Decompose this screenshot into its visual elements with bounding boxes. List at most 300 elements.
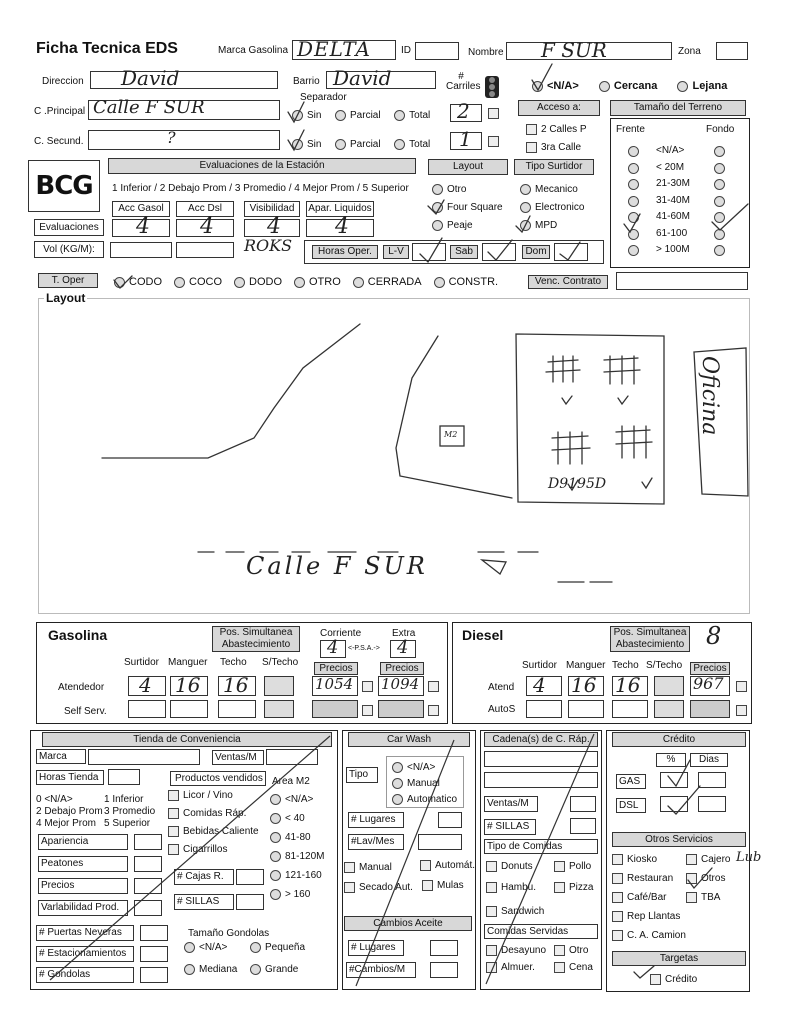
terreno-frente-radio-0[interactable] — [628, 146, 639, 157]
gasolina-col-2: Techo — [220, 657, 247, 668]
credito-gas-dias[interactable] — [698, 772, 726, 788]
diesel-precio-field[interactable] — [690, 676, 730, 696]
tienda-scale-2: 2 Debajo Prom — [36, 806, 103, 817]
sketch-street-label: Calle F SUR — [246, 552, 428, 580]
layout-option-label-2: Peaje — [447, 220, 473, 232]
eval-value-field-2[interactable] — [244, 214, 300, 239]
gasolina-corriente-value: 4 — [327, 637, 339, 658]
c-secund-label: C. Secund. — [34, 136, 84, 147]
gondolas-pequena-label: Pequeña — [265, 942, 306, 954]
eval-value-3: 4 — [335, 214, 349, 239]
terreno-frente-radio-1[interactable] — [628, 163, 639, 174]
diesel-manguer-atend[interactable] — [568, 673, 604, 697]
evaluaciones-row-label: Evaluaciones — [34, 219, 104, 236]
otros-item-0 — [612, 854, 657, 865]
vol-label: Vol (KG/M): — [34, 241, 104, 258]
otros-title: Otros Servicios — [612, 832, 746, 847]
tienda-scale-1: 1 Inferior — [104, 794, 144, 805]
eval-header-3: Apar. Liquidos — [306, 201, 374, 217]
cadena-title: Cadena(s) de C. Ráp. — [484, 732, 598, 747]
otros-item-3 — [686, 873, 725, 884]
t-oper-label-0: CODO — [129, 276, 162, 288]
carwash-manual-label: Manual — [407, 778, 440, 790]
gasolina-precio-1-field[interactable] — [312, 676, 358, 696]
gasolina-stecho-self[interactable] — [264, 700, 294, 718]
carwash-na-label: <N/A> — [407, 762, 436, 774]
terreno-fondo-radio-0[interactable] — [714, 146, 725, 157]
diesel-techo-atend[interactable] — [612, 673, 648, 697]
t-oper-label-2: DODO — [249, 276, 282, 288]
terreno-option-label: > 100M — [656, 244, 690, 255]
sketch-code: D9195D — [548, 476, 607, 492]
horas-sab-field[interactable] — [482, 243, 516, 261]
tarjetas-credito — [650, 974, 697, 985]
otros-item-6 — [612, 911, 680, 922]
layout-option-radio-0[interactable] — [432, 184, 443, 195]
terreno-option-label: 31-40M — [656, 194, 690, 206]
gasolina-manguer-self[interactable] — [170, 700, 208, 718]
terreno-fondo-radio-3[interactable] — [714, 196, 725, 207]
evaluaciones-scale: 1 Inferior / 2 Debajo Prom / 3 Promedio / 4 Mejor Prom / 5 Superior — [112, 183, 409, 194]
producto-label-3: Cigarrillos — [183, 844, 228, 856]
productos-title: Productos vendidos — [170, 771, 266, 786]
otros-check-4[interactable] — [612, 892, 623, 903]
otros-check-6[interactable] — [612, 911, 623, 922]
surtidor-option-radio-0[interactable] — [520, 184, 531, 195]
sep1-sin-radio[interactable] — [292, 110, 303, 121]
tienda-sillas-label: # SILLAS — [174, 894, 234, 910]
tipo-surtidor-title: Tipo Surtidor — [514, 159, 594, 175]
otros-label-5: TBA — [701, 892, 721, 904]
diesel-col-2: Techo — [612, 660, 639, 671]
diesel-atend-label: Atend — [488, 682, 515, 693]
diesel-manguer-autos[interactable] — [568, 700, 604, 718]
carwash-lavmes-label: #Lav/Mes — [348, 834, 404, 850]
diesel-stecho-autos[interactable] — [654, 700, 684, 718]
otros-item-5 — [686, 892, 720, 903]
carwash-secado-label: Secado Aut. — [359, 882, 413, 894]
cadena-pizza-label: Pizza — [569, 882, 594, 894]
sep2-parcial-label: Parcial — [350, 139, 381, 151]
sep1-parcial-label: Parcial — [350, 110, 381, 122]
gasolina-manguer-value: 16 — [175, 673, 201, 697]
gasolina-techo-self[interactable] — [218, 700, 256, 718]
separador-secund-options — [292, 139, 430, 150]
acceso-3racalle-check[interactable] — [526, 142, 537, 153]
terreno-fondo-radio-2[interactable] — [714, 179, 725, 190]
otros-item-1 — [686, 854, 730, 865]
sep1-parcial-radio[interactable] — [335, 110, 346, 121]
terreno-frente-radio-3[interactable] — [628, 196, 639, 207]
gasolina-precio-2-value: 1094 — [381, 675, 420, 693]
cadena-otro-label: Otro — [569, 945, 589, 957]
eval-value-field-0[interactable] — [112, 214, 170, 239]
vol-field-1[interactable] — [110, 242, 172, 258]
diesel-precio-autos[interactable] — [690, 700, 730, 718]
tienda-field-label-3: Varlabilidad Prod. — [38, 900, 128, 916]
t-oper-options — [114, 276, 510, 288]
cercana-radio[interactable] — [599, 81, 610, 92]
gasolina-precio-1-value: 1054 — [315, 675, 354, 693]
tienda-cajas-label: # Cajas R. — [174, 869, 234, 885]
otros-label-1: Cajero — [701, 854, 731, 866]
area-label-4: 121-160 — [285, 870, 322, 882]
marca-value: DELTA — [297, 37, 371, 61]
direccion-value: David — [121, 66, 180, 90]
sep1-sin-label: Sin — [307, 110, 322, 122]
gasolina-col-1: Manguer — [168, 657, 208, 668]
terreno-fondo-radio-5[interactable] — [714, 229, 725, 240]
gasolina-col-3: S/Techo — [262, 657, 299, 668]
gasolina-precio-1-check[interactable] — [362, 681, 373, 692]
diesel-pos-value: 8 — [706, 622, 722, 650]
terreno-fondo-radio-6[interactable] — [714, 245, 725, 256]
tienda-strike-line — [30, 730, 338, 990]
sep1-total-label: Total — [409, 110, 431, 122]
horas-lv-field[interactable] — [412, 243, 446, 261]
terreno-title: Tamaño del Terreno — [610, 100, 746, 116]
na-radio[interactable] — [532, 81, 543, 92]
layout-option-radio-1[interactable] — [432, 202, 443, 213]
diesel-title: Diesel — [462, 627, 504, 643]
tienda-field-label-0: Apariencia — [38, 834, 128, 850]
eval-value-field-3[interactable] — [306, 214, 374, 239]
otros-item-7 — [612, 930, 686, 941]
diesel-stecho-atend[interactable] — [654, 676, 684, 696]
gasolina-precio-2-self-check[interactable] — [428, 705, 439, 716]
diesel-autos-label: AutoS — [488, 704, 516, 715]
layout-option-2 — [432, 220, 473, 231]
terreno-option-label: 21-30M — [656, 178, 690, 189]
direccion-label: Direccion — [42, 76, 84, 87]
eval-header-2: Visibilidad — [244, 201, 300, 217]
gasolina-precio-2-check[interactable] — [428, 681, 439, 692]
layout-option-0 — [432, 184, 466, 195]
cambios-cambios-label: #Cambios/M — [346, 962, 416, 978]
horas-dom-label: Dom — [522, 245, 550, 259]
t-oper-radio-1[interactable] — [174, 277, 185, 288]
carriles-principal-value: 2 — [457, 99, 470, 123]
tarjetas-title: Targetas — [612, 951, 746, 966]
t-oper-label-3: OTRO — [309, 276, 341, 288]
zona-field[interactable] — [716, 42, 748, 60]
diesel-manguer-value: 16 — [571, 673, 597, 697]
credito-dsl-dias[interactable] — [698, 796, 726, 812]
gasolina-precio-1-self-check[interactable] — [362, 705, 373, 716]
separador-principal-options — [292, 110, 430, 121]
otros-item-4 — [612, 892, 666, 903]
terreno-option-label: <N/A> — [656, 145, 685, 156]
layout-option-label-0: Otro — [447, 184, 467, 196]
carwash-automatico-label: Automatico — [407, 794, 458, 806]
terreno-option-label: 41-60M — [656, 211, 690, 222]
sep1-total-radio[interactable] — [394, 110, 405, 121]
gasolina-col-0: Surtidor — [124, 657, 160, 668]
carriles-secund-check[interactable] — [488, 136, 499, 147]
lejana-label: Lejana — [692, 80, 728, 92]
credito-gas-label: GAS — [616, 774, 646, 789]
surtidor-option-label-2: MPD — [535, 220, 558, 232]
credito-gas-pct[interactable] — [660, 772, 688, 788]
otros-check-2[interactable] — [612, 873, 623, 884]
diesel-col-1: Manguer — [566, 660, 606, 671]
gasolina-precio-1-self[interactable] — [312, 700, 358, 718]
surtidor-option-label-1: Electronico — [535, 202, 585, 214]
carwash-strike-line — [342, 730, 476, 990]
credito-dsl-pct[interactable] — [660, 796, 688, 812]
c-secund-field[interactable] — [88, 130, 280, 150]
t-oper-radio-3[interactable] — [294, 277, 305, 288]
credito-dias-label: Dias — [690, 753, 728, 767]
gasolina-stecho-atend[interactable] — [264, 676, 294, 696]
layout-option-1 — [432, 202, 503, 213]
tienda-marca-label: Marca — [36, 749, 86, 764]
c-principal-value: Calle F SUR — [93, 97, 205, 118]
gasolina-extra-label: Extra — [392, 628, 416, 639]
otros-label-6: Rep Llantas — [627, 911, 681, 923]
terreno-fondo-radio-4[interactable] — [714, 212, 725, 223]
diesel-surtidor-atend[interactable] — [526, 673, 562, 697]
horas-sab-label: Sab — [450, 245, 478, 259]
t-oper-radio-5[interactable] — [434, 277, 445, 288]
surtidor-option-1 — [520, 202, 584, 213]
diesel-precio-autos-check[interactable] — [736, 705, 747, 716]
otros-item-2 — [612, 873, 673, 884]
cadena-strike-line — [480, 730, 602, 990]
cambios-lugares-label: # Lugares — [348, 940, 404, 956]
credito-title: Crédito — [612, 732, 746, 747]
tarjetas-credito-check[interactable] — [650, 974, 661, 985]
otros-check-1[interactable] — [686, 854, 697, 865]
gasolina-precio-2-field[interactable] — [378, 676, 424, 696]
otros-label-2: Restauran — [627, 873, 674, 885]
venc-contrato-label: Venc. Contrato — [528, 275, 608, 289]
nombre-value: F SUR — [541, 38, 607, 62]
surtidor-option-radio-1[interactable] — [520, 202, 531, 213]
gasolina-surtidor-self[interactable] — [128, 700, 166, 718]
c-principal-field[interactable] — [88, 97, 280, 120]
gondolas-mediana-label: Mediana — [199, 964, 238, 976]
diesel-pos-sim-label: Pos. Simultanea Abastecimiento — [610, 626, 690, 652]
tienda-scale-4: 4 Mejor Prom — [36, 818, 97, 829]
carriles-principal-field[interactable] — [450, 99, 482, 123]
carriles-secund-value: 1 — [459, 127, 472, 151]
producto-label-2: Bebidas Caliente — [183, 826, 259, 838]
layout-option-label-1: Four Square — [447, 202, 503, 214]
sep2-total-radio[interactable] — [394, 139, 405, 150]
gasolina-surtidor-value: 4 — [139, 673, 152, 697]
carwash-title: Car Wash — [348, 732, 470, 747]
carwash-manual-check-label: Manual — [359, 862, 392, 874]
area-label-5: > 160 — [285, 889, 311, 901]
vol-field-2[interactable] — [176, 242, 234, 258]
t-oper-radio-2[interactable] — [234, 277, 245, 288]
carwash-lugares-label: # Lugares — [348, 812, 404, 828]
gasolina-techo-value: 16 — [223, 673, 249, 697]
sep2-sin-radio[interactable] — [292, 139, 303, 150]
proximity-options — [532, 80, 727, 92]
id-field[interactable] — [415, 42, 459, 60]
layout-option-radio-2[interactable] — [432, 220, 443, 231]
cadena-hambu-label: Hambu. — [501, 882, 537, 894]
otros-label-0: Kiosko — [627, 854, 658, 866]
cadena-ventas-label: Ventas/M — [484, 796, 538, 812]
cadena-sandwich-label: Sandwich — [501, 906, 545, 918]
cadena-sillas-label: # SILLAS — [484, 819, 536, 835]
gondolas-na-label: <N/A> — [199, 942, 228, 954]
diesel-precio-value: 967 — [693, 674, 724, 693]
gasolina-psa-label: <-P.S.A.-> — [348, 645, 380, 652]
eval-value-field-1[interactable] — [176, 214, 234, 239]
otros-note: Lub — [736, 850, 762, 865]
terreno-frente-radio-6[interactable] — [628, 245, 639, 256]
t-oper-label-5: CONSTR. — [448, 276, 499, 288]
otros-label-4: Café/Bar — [627, 892, 667, 904]
carwash-tipo-label: Tipo — [346, 767, 378, 783]
vol-note: ROKS — [244, 236, 293, 255]
layout-sketch-title: Layout — [46, 291, 86, 305]
surtidor-option-2 — [520, 220, 557, 231]
id-label: ID — [401, 45, 411, 56]
na-label: <N/A> — [547, 80, 579, 92]
credito-dsl-label: DSL — [616, 798, 646, 813]
cercana-label: Cercana — [613, 80, 658, 92]
terreno-frente-radio-4[interactable] — [628, 212, 639, 223]
eval-value-2: 4 — [267, 214, 281, 239]
diesel-precio-check[interactable] — [736, 681, 747, 692]
cambios-title: Cambios Aceite — [344, 916, 472, 931]
diesel-surtidor-autos[interactable] — [526, 700, 562, 718]
gasolina-precios-2-label: Precios — [380, 662, 424, 675]
gasolina-surtidor-atend[interactable] — [128, 673, 166, 697]
gasolina-corriente-field[interactable] — [320, 637, 346, 658]
carwash-mulas-label: Mulas — [437, 880, 464, 892]
acceso-2calles — [526, 124, 587, 135]
separador-label: Separador — [300, 92, 347, 103]
diesel-col-3: S/Techo — [646, 660, 683, 671]
horas-oper-label: Horas Oper. — [312, 245, 378, 259]
area-label-2: 41-80 — [285, 832, 311, 844]
terreno-frente-radio-5[interactable] — [628, 229, 639, 240]
otros-check-0[interactable] — [612, 854, 623, 865]
tienda-scale-0: 0 <N/A> — [36, 794, 73, 805]
acceso-3racalle-label: 3ra Calle — [541, 142, 582, 154]
carriles-label: # Carriles — [446, 71, 481, 92]
c-secund-value: ? — [167, 128, 176, 147]
area-label-1: < 40 — [285, 813, 305, 825]
lejana-radio[interactable] — [677, 81, 688, 92]
cadena-almuer-label: Almuer. — [501, 962, 535, 974]
surtidor-option-radio-2[interactable] — [520, 220, 531, 231]
t-oper-label-1: COCO — [189, 276, 222, 288]
nombre-label: Nombre — [468, 47, 504, 58]
acceso-2calles-label: 2 Calles P — [541, 124, 587, 136]
gasolina-techo-atend[interactable] — [218, 673, 256, 697]
t-oper-label-4: CERRADA — [367, 276, 422, 288]
area-title: Area M2 — [272, 776, 310, 787]
carriles-principal-check[interactable] — [488, 108, 499, 119]
c-principal-label: C .Principal — [34, 106, 86, 117]
otros-check-5[interactable] — [686, 892, 697, 903]
gondolas-grande-label: Grande — [265, 964, 299, 976]
gasolina-precio-2-self[interactable] — [378, 700, 424, 718]
horas-dom-field[interactable] — [554, 243, 588, 261]
marca-label: Marca Gasolina — [218, 45, 289, 56]
otros-label-7: C. A. Camion — [627, 930, 686, 942]
marca-field[interactable] — [292, 37, 396, 61]
gasolina-title: Gasolina — [48, 627, 108, 643]
gasolina-precios-1-label: Precios — [314, 662, 358, 675]
venc-contrato-field[interactable] — [616, 272, 748, 290]
gasolina-self-label: Self Serv. — [64, 706, 107, 717]
tienda-scale-5: 5 Superior — [104, 818, 151, 829]
area-label-3: 81-120M — [285, 851, 325, 863]
sep2-parcial-radio[interactable] — [335, 139, 346, 150]
acceso-3racalle — [526, 142, 581, 153]
cadena-servidas-label: Comidas Servidas — [484, 924, 598, 939]
cadena-tipo-label: Tipo de Comidas — [484, 839, 598, 854]
eval-value-1: 4 — [200, 214, 214, 239]
surtidor-option-0 — [520, 184, 578, 195]
t-oper-radio-0[interactable] — [114, 277, 125, 288]
diesel-techo-autos[interactable] — [612, 700, 648, 718]
cadena-donuts-label: Donuts — [501, 861, 533, 873]
zona-label: Zona — [678, 46, 701, 57]
tienda-scale-3: 3 Promedio — [104, 806, 156, 817]
tienda-ventas-label: Ventas/M — [212, 750, 264, 765]
diesel-surtidor-value: 4 — [533, 673, 546, 697]
tienda-horas-label: Horas Tienda — [36, 770, 104, 785]
fondo-label: Fondo — [706, 124, 735, 135]
diesel-precios-label: Precios — [690, 662, 730, 675]
terreno-option-label: < 20M — [656, 161, 685, 173]
sketch-office-label: Oficina — [697, 356, 722, 436]
sep2-total-label: Total — [409, 139, 431, 151]
evaluaciones-title: Evaluaciones de la Estación — [108, 158, 416, 174]
area-label-0: <N/A> — [285, 794, 314, 806]
nombre-field[interactable] — [506, 38, 672, 62]
gasolina-manguer-atend[interactable] — [170, 673, 208, 697]
tienda-bottom-label-0: # Puertas Neveras — [36, 925, 134, 941]
carriles-secund-field[interactable] — [450, 127, 482, 151]
frente-label: Frente — [616, 124, 645, 135]
otros-check-3[interactable] — [686, 873, 697, 884]
otros-check-7[interactable] — [612, 930, 623, 941]
cadena-pollo-label: Pollo — [569, 861, 592, 873]
direccion-field[interactable] — [90, 66, 278, 90]
eval-header-0: Acc Gasol — [112, 201, 170, 217]
carwash-automat-check-label: Automát. — [435, 860, 476, 872]
gasolina-extra-value: 4 — [397, 637, 409, 658]
t-oper-radio-4[interactable] — [353, 277, 364, 288]
cadena-desayuno-label: Desayuno — [501, 945, 547, 957]
eval-value-0: 4 — [136, 214, 150, 239]
barrio-field[interactable] — [326, 66, 436, 90]
gasolina-atendedor-label: Atendedor — [58, 682, 105, 693]
terreno-frente-radio-2[interactable] — [628, 179, 639, 190]
acceso-2calles-check[interactable] — [526, 124, 537, 135]
tienda-field-label-1: Peatones — [38, 856, 128, 872]
terreno-fondo-radio-1[interactable] — [714, 163, 725, 174]
gasolina-extra-field[interactable] — [390, 637, 416, 658]
tienda-bottom-label-2: # Gondolas — [36, 967, 134, 983]
barrio-label: Barrio — [293, 76, 320, 87]
tienda-title: Tienda de Conveniencia — [42, 732, 332, 747]
producto-label-0: Licor / Vino — [183, 790, 233, 802]
tarjetas-credito-label: Crédito — [665, 974, 698, 986]
diesel-techo-value: 16 — [615, 673, 641, 697]
acceso-title: Acceso a: — [518, 100, 600, 116]
